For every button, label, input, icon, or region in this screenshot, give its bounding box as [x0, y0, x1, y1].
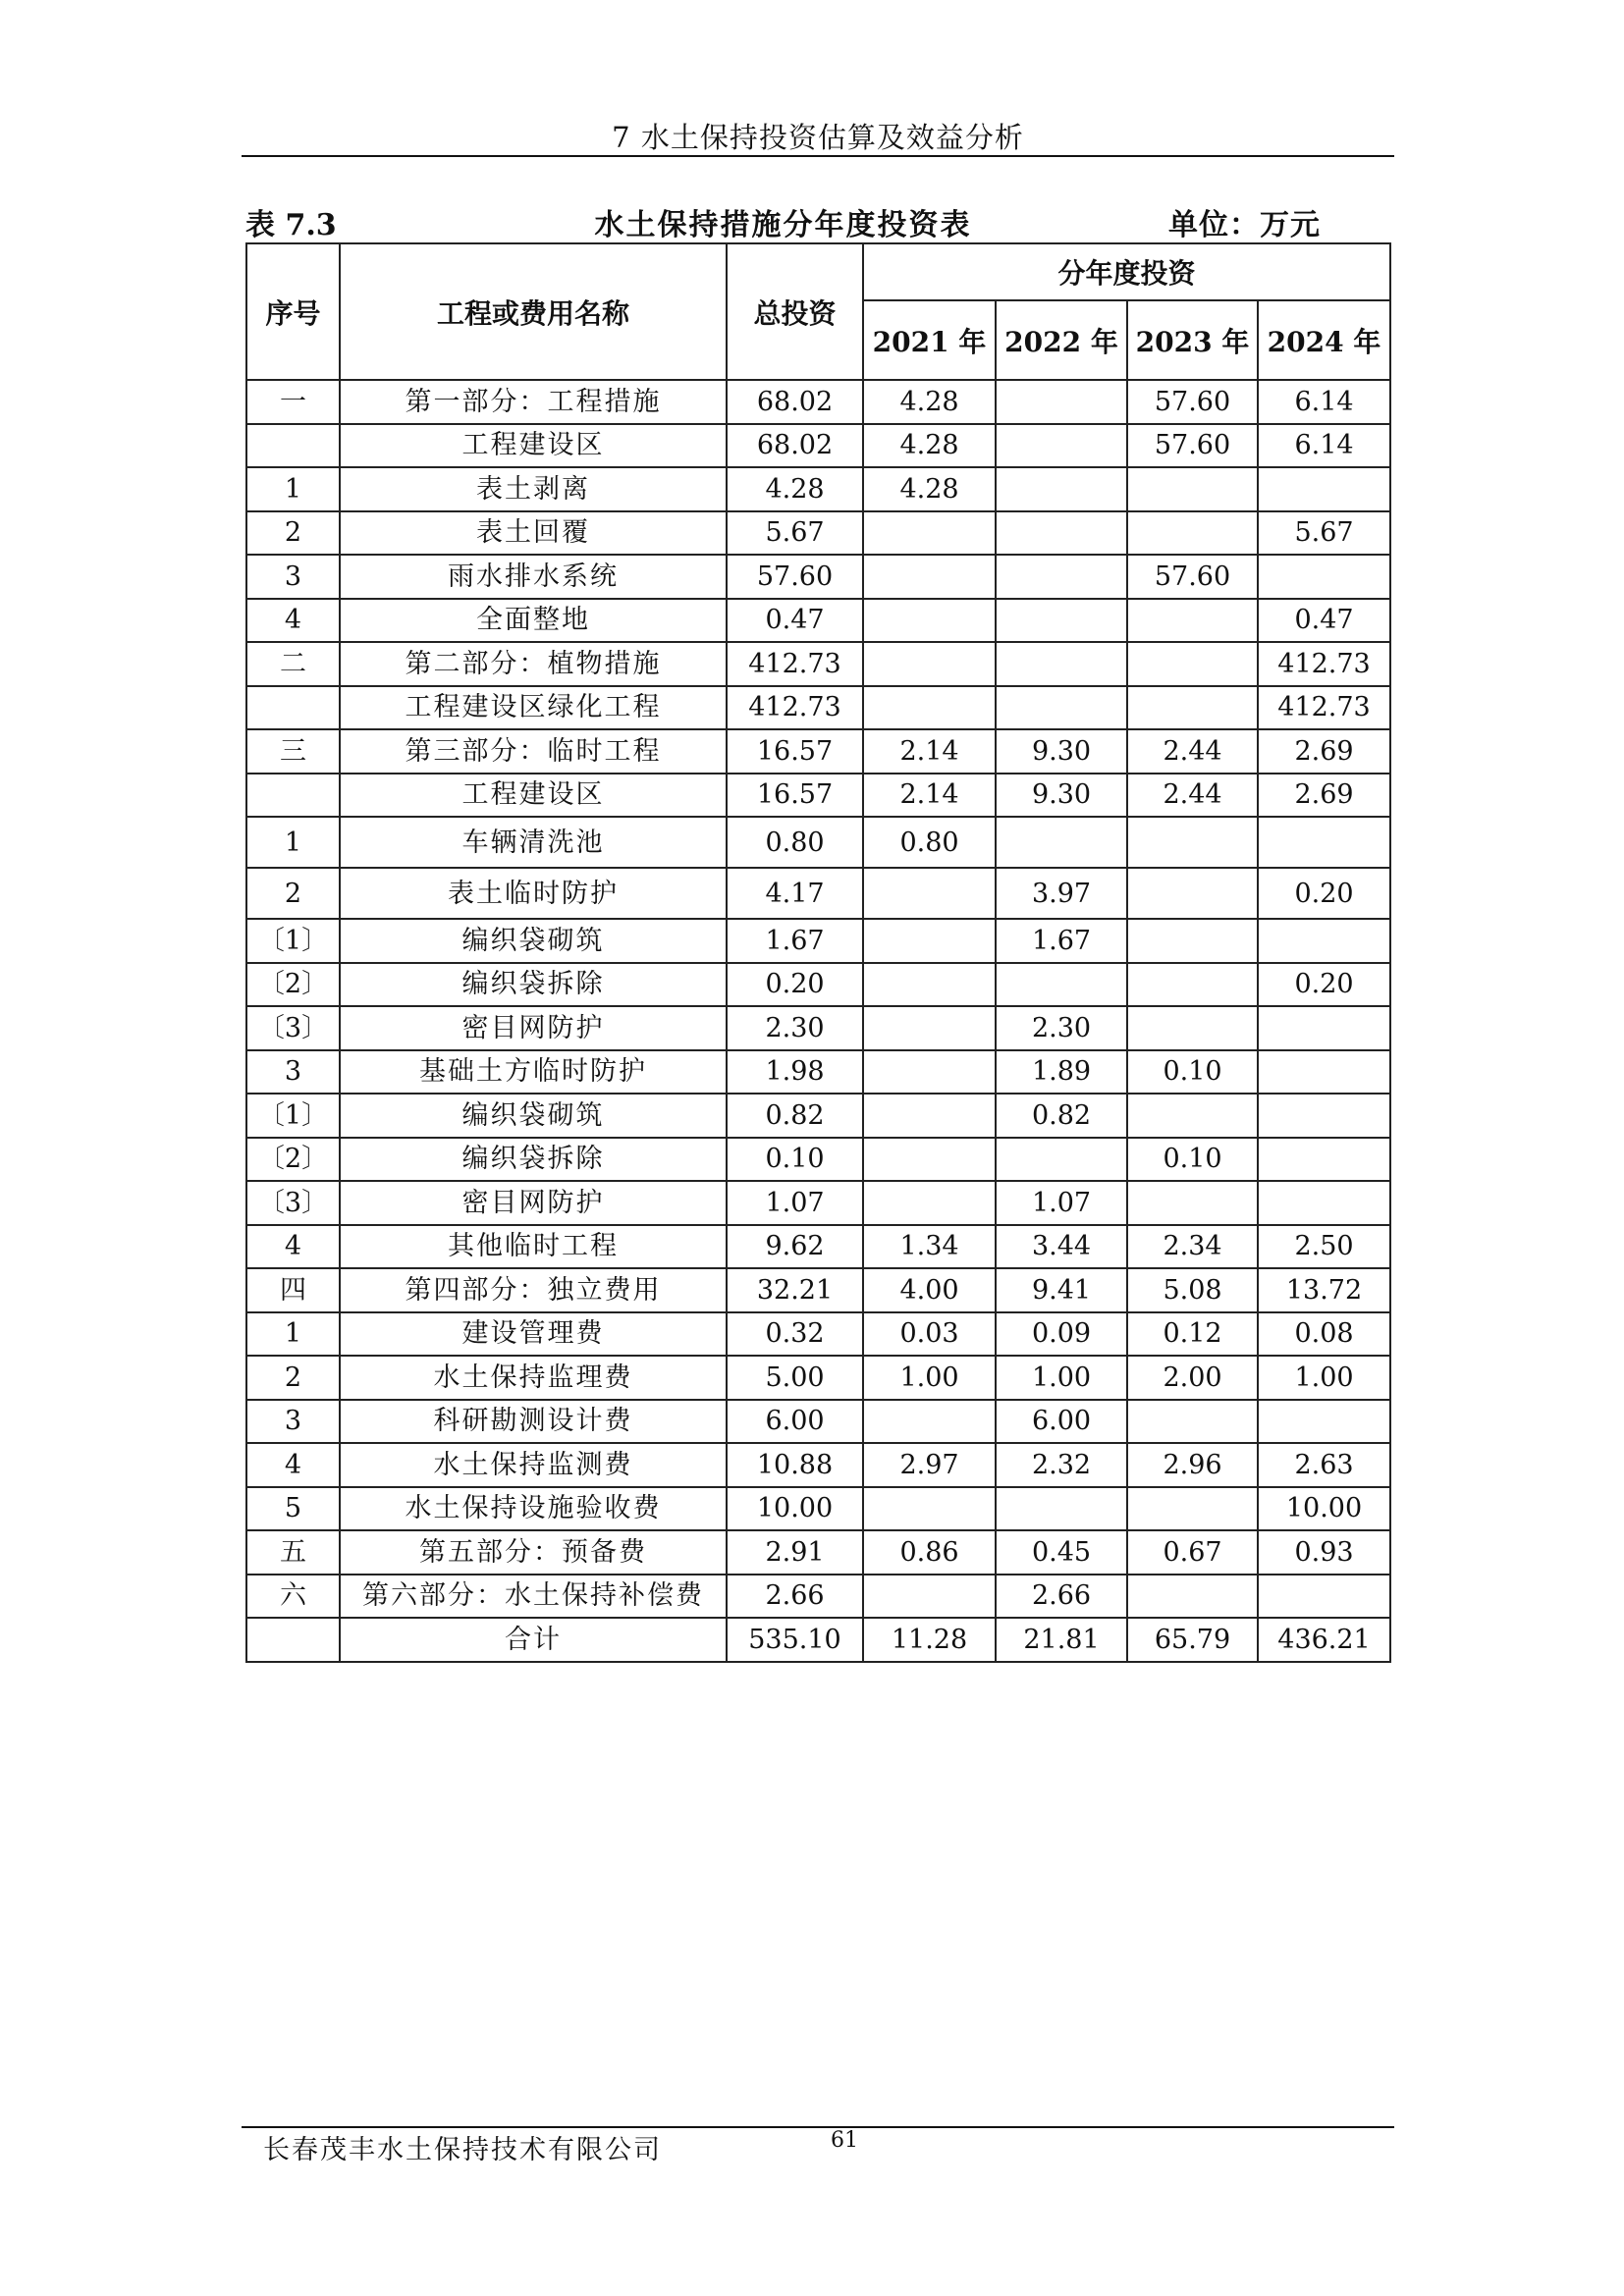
cell-name: 编织袋砌筑 — [340, 919, 727, 963]
cell-name: 密目网防护 — [340, 1006, 727, 1050]
cell-total: 0.20 — [727, 963, 863, 1007]
cell-seq: 4 — [246, 599, 340, 643]
cell-name: 密目网防护 — [340, 1181, 727, 1225]
cell-2021: 1.00 — [863, 1356, 996, 1400]
cell-name: 第六部分：水土保持补偿费 — [340, 1575, 727, 1619]
cell-seq: 〔3〕 — [246, 1006, 340, 1050]
cell-2021 — [863, 963, 996, 1007]
cell-total: 4.17 — [727, 868, 863, 919]
cell-name: 雨水排水系统 — [340, 555, 727, 599]
cell-total: 0.82 — [727, 1094, 863, 1138]
cell-name: 工程建设区 — [340, 424, 727, 468]
table-row — [246, 642, 1390, 686]
cell-2024: 0.47 — [1258, 599, 1390, 643]
cell-2022: 0.09 — [996, 1312, 1127, 1357]
cell-2022: 1.07 — [996, 1181, 1127, 1225]
cell-2021: 11.28 — [863, 1618, 996, 1662]
cell-name: 水土保持监测费 — [340, 1443, 727, 1487]
cell-total: 10.00 — [727, 1487, 863, 1531]
cell-2023: 2.96 — [1127, 1443, 1258, 1487]
cell-2024 — [1258, 1094, 1390, 1138]
cell-2021 — [863, 1138, 996, 1182]
cell-name: 表土回覆 — [340, 511, 727, 556]
cell-2024: 13.72 — [1258, 1268, 1390, 1312]
cell-total: 412.73 — [727, 686, 863, 730]
header-year: 2021 年 — [863, 300, 996, 380]
cell-name: 合计 — [340, 1618, 727, 1662]
cell-2024: 0.20 — [1258, 963, 1390, 1007]
cell-seq — [246, 424, 340, 468]
header-year: 2024 年 — [1258, 300, 1390, 380]
table-row — [246, 1138, 1390, 1182]
table-row — [246, 599, 1390, 643]
cell-2021 — [863, 511, 996, 556]
cell-2022: 0.82 — [996, 1094, 1127, 1138]
cell-total: 68.02 — [727, 424, 863, 468]
cell-2021: 4.28 — [863, 380, 996, 424]
cell-total: 0.80 — [727, 817, 863, 868]
cell-2024 — [1258, 1575, 1390, 1619]
cell-2024 — [1258, 467, 1390, 511]
cell-2022: 1.00 — [996, 1356, 1127, 1400]
cell-total: 0.32 — [727, 1312, 863, 1357]
cell-seq — [246, 1618, 340, 1662]
cell-2023: 0.67 — [1127, 1530, 1258, 1575]
table-row — [246, 1225, 1390, 1269]
cell-total: 1.67 — [727, 919, 863, 963]
cell-2022 — [996, 511, 1127, 556]
cell-name: 工程建设区绿化工程 — [340, 686, 727, 730]
cell-2024: 412.73 — [1258, 686, 1390, 730]
cell-name: 第一部分：工程措施 — [340, 380, 727, 424]
table-row — [246, 1356, 1390, 1400]
table-row — [246, 555, 1390, 599]
cell-2021 — [863, 919, 996, 963]
cell-total: 4.28 — [727, 467, 863, 511]
cell-2022 — [996, 599, 1127, 643]
cell-seq: 五 — [246, 1530, 340, 1575]
cell-2022 — [996, 424, 1127, 468]
cell-2023 — [1127, 1181, 1258, 1225]
cell-2024: 0.93 — [1258, 1530, 1390, 1575]
cell-total: 6.00 — [727, 1400, 863, 1444]
cell-seq: 2 — [246, 1356, 340, 1400]
cell-seq: 4 — [246, 1443, 340, 1487]
unit-label: 单位：万元 — [1168, 208, 1321, 242]
cell-seq — [246, 686, 340, 730]
cell-2022: 1.67 — [996, 919, 1127, 963]
cell-2021 — [863, 1006, 996, 1050]
cell-name: 基础土方临时防护 — [340, 1050, 727, 1095]
cell-seq: 3 — [246, 1050, 340, 1095]
cell-seq: 3 — [246, 555, 340, 599]
cell-2024 — [1258, 1181, 1390, 1225]
table-row — [246, 963, 1390, 1007]
cell-seq: 六 — [246, 1575, 340, 1619]
cell-2021: 4.28 — [863, 467, 996, 511]
table-row — [246, 1575, 1390, 1619]
table-row — [246, 1006, 1390, 1050]
cell-total: 10.88 — [727, 1443, 863, 1487]
cell-2021: 1.34 — [863, 1225, 996, 1269]
investment-table — [245, 242, 1391, 1663]
cell-name: 水土保持设施验收费 — [340, 1487, 727, 1531]
header-name: 工程或费用名称 — [340, 243, 727, 380]
cell-2022 — [996, 555, 1127, 599]
cell-total: 9.62 — [727, 1225, 863, 1269]
running-header: 7 水土保持投资估算及效益分析 — [612, 121, 1024, 154]
table-row — [246, 919, 1390, 963]
table-row — [246, 1312, 1390, 1357]
cell-2023 — [1127, 1400, 1258, 1444]
header-year: 2023 年 — [1127, 300, 1258, 380]
cell-name: 表土临时防护 — [340, 868, 727, 919]
cell-total: 0.47 — [727, 599, 863, 643]
cell-2023: 2.44 — [1127, 729, 1258, 774]
cell-2023: 57.60 — [1127, 380, 1258, 424]
cell-seq: 1 — [246, 817, 340, 868]
cell-2024: 5.67 — [1258, 511, 1390, 556]
cell-2024: 0.20 — [1258, 868, 1390, 919]
cell-2022 — [996, 642, 1127, 686]
cell-2024 — [1258, 1006, 1390, 1050]
cell-2022 — [996, 817, 1127, 868]
cell-seq: 1 — [246, 467, 340, 511]
cell-2021: 4.28 — [863, 424, 996, 468]
cell-name: 编织袋拆除 — [340, 963, 727, 1007]
cell-2022 — [996, 380, 1127, 424]
cell-2021 — [863, 1575, 996, 1619]
cell-seq: 〔1〕 — [246, 919, 340, 963]
cell-total: 1.98 — [727, 1050, 863, 1095]
cell-2021 — [863, 868, 996, 919]
cell-name: 第三部分：临时工程 — [340, 729, 727, 774]
cell-2022: 3.97 — [996, 868, 1127, 919]
cell-2023 — [1127, 686, 1258, 730]
table-row — [246, 868, 1390, 919]
cell-2024: 1.00 — [1258, 1356, 1390, 1400]
cell-seq: 〔2〕 — [246, 1138, 340, 1182]
cell-seq: 2 — [246, 868, 340, 919]
cell-total: 1.07 — [727, 1181, 863, 1225]
table-title: 水土保持措施分年度投资表 — [594, 208, 972, 242]
cell-2021: 2.97 — [863, 1443, 996, 1487]
header-year: 2022 年 — [996, 300, 1127, 380]
cell-2023: 0.10 — [1127, 1138, 1258, 1182]
cell-name: 其他临时工程 — [340, 1225, 727, 1269]
cell-total: 16.57 — [727, 774, 863, 818]
cell-2024 — [1258, 817, 1390, 868]
header-seq: 序号 — [246, 243, 340, 380]
table-row — [246, 1050, 1390, 1095]
cell-2023 — [1127, 511, 1258, 556]
cell-2024 — [1258, 555, 1390, 599]
table-row — [246, 424, 1390, 468]
cell-total: 32.21 — [727, 1268, 863, 1312]
cell-2024 — [1258, 1050, 1390, 1095]
table-row — [246, 686, 1390, 730]
footer-company: 长春茂丰水土保持技术有限公司 — [263, 2135, 662, 2165]
cell-total: 2.66 — [727, 1575, 863, 1619]
cell-2024: 6.14 — [1258, 380, 1390, 424]
cell-name: 第四部分：独立费用 — [340, 1268, 727, 1312]
cell-2023 — [1127, 642, 1258, 686]
header-annual: 分年度投资 — [863, 243, 1390, 300]
cell-2021 — [863, 642, 996, 686]
cell-2024 — [1258, 1400, 1390, 1444]
cell-2022 — [996, 686, 1127, 730]
table-row — [246, 1094, 1390, 1138]
cell-2023: 57.60 — [1127, 555, 1258, 599]
page-number: 61 — [831, 2128, 858, 2153]
cell-total: 2.91 — [727, 1530, 863, 1575]
table-body — [246, 380, 1390, 1662]
cell-name: 科研勘测设计费 — [340, 1400, 727, 1444]
cell-seq: 3 — [246, 1400, 340, 1444]
cell-2024: 2.50 — [1258, 1225, 1390, 1269]
table-row — [246, 1530, 1390, 1575]
cell-2023 — [1127, 817, 1258, 868]
table-row — [246, 1487, 1390, 1531]
cell-total: 0.10 — [727, 1138, 863, 1182]
cell-2021: 2.14 — [863, 774, 996, 818]
cell-2021 — [863, 1050, 996, 1095]
cell-name: 建设管理费 — [340, 1312, 727, 1357]
cell-seq: 〔3〕 — [246, 1181, 340, 1225]
cell-2024: 436.21 — [1258, 1618, 1390, 1662]
cell-2022: 1.89 — [996, 1050, 1127, 1095]
cell-2024: 2.69 — [1258, 774, 1390, 818]
header-rule — [242, 155, 1394, 157]
cell-seq: 5 — [246, 1487, 340, 1531]
cell-2023 — [1127, 599, 1258, 643]
cell-name: 第二部分：植物措施 — [340, 642, 727, 686]
cell-2023 — [1127, 919, 1258, 963]
cell-2022: 3.44 — [996, 1225, 1127, 1269]
table-row — [246, 1181, 1390, 1225]
cell-2024: 10.00 — [1258, 1487, 1390, 1531]
header-total: 总投资 — [727, 243, 863, 380]
cell-seq: 三 — [246, 729, 340, 774]
cell-2021 — [863, 1487, 996, 1531]
cell-seq: 四 — [246, 1268, 340, 1312]
cell-2021 — [863, 1181, 996, 1225]
cell-name: 编织袋拆除 — [340, 1138, 727, 1182]
cell-2024: 6.14 — [1258, 424, 1390, 468]
cell-2021: 2.14 — [863, 729, 996, 774]
cell-2023 — [1127, 1575, 1258, 1619]
table-row — [246, 511, 1390, 556]
table-row — [246, 1618, 1390, 1662]
cell-2022: 0.45 — [996, 1530, 1127, 1575]
cell-total: 535.10 — [727, 1618, 863, 1662]
cell-2021 — [863, 1400, 996, 1444]
cell-2023 — [1127, 1487, 1258, 1531]
cell-2021: 0.03 — [863, 1312, 996, 1357]
cell-total: 68.02 — [727, 380, 863, 424]
cell-2024: 2.69 — [1258, 729, 1390, 774]
cell-seq: 〔1〕 — [246, 1094, 340, 1138]
table-row — [246, 774, 1390, 818]
table-row — [246, 467, 1390, 511]
cell-2022: 2.32 — [996, 1443, 1127, 1487]
cell-seq: 一 — [246, 380, 340, 424]
cell-2023 — [1127, 963, 1258, 1007]
cell-2022 — [996, 1138, 1127, 1182]
table-row — [246, 817, 1390, 868]
cell-2022 — [996, 467, 1127, 511]
cell-2023 — [1127, 868, 1258, 919]
cell-2022 — [996, 1487, 1127, 1531]
cell-name: 车辆清洗池 — [340, 817, 727, 868]
cell-2023: 57.60 — [1127, 424, 1258, 468]
cell-2024 — [1258, 1138, 1390, 1182]
table-row — [246, 1443, 1390, 1487]
cell-2024 — [1258, 919, 1390, 963]
cell-name: 编织袋砌筑 — [340, 1094, 727, 1138]
cell-seq: 二 — [246, 642, 340, 686]
cell-2023: 2.00 — [1127, 1356, 1258, 1400]
cell-2022: 21.81 — [996, 1618, 1127, 1662]
table-row — [246, 1268, 1390, 1312]
cell-2023 — [1127, 467, 1258, 511]
cell-seq — [246, 774, 340, 818]
cell-total: 57.60 — [727, 555, 863, 599]
cell-2021 — [863, 555, 996, 599]
cell-2023: 2.34 — [1127, 1225, 1258, 1269]
cell-2024: 0.08 — [1258, 1312, 1390, 1357]
cell-2023 — [1127, 1094, 1258, 1138]
cell-name: 水土保持监理费 — [340, 1356, 727, 1400]
cell-2022: 9.41 — [996, 1268, 1127, 1312]
cell-2022: 2.66 — [996, 1575, 1127, 1619]
cell-2021 — [863, 686, 996, 730]
cell-name: 工程建设区 — [340, 774, 727, 818]
table-row — [246, 380, 1390, 424]
cell-name: 第五部分：预备费 — [340, 1530, 727, 1575]
cell-2022: 9.30 — [996, 729, 1127, 774]
cell-2022: 9.30 — [996, 774, 1127, 818]
cell-seq: 2 — [246, 511, 340, 556]
cell-seq: 〔2〕 — [246, 963, 340, 1007]
cell-2023: 5.08 — [1127, 1268, 1258, 1312]
cell-2024: 2.63 — [1258, 1443, 1390, 1487]
cell-2024: 412.73 — [1258, 642, 1390, 686]
cell-2021: 0.86 — [863, 1530, 996, 1575]
table-number: 表 7.3 — [245, 208, 337, 242]
cell-2022: 6.00 — [996, 1400, 1127, 1444]
cell-2021: 4.00 — [863, 1268, 996, 1312]
cell-2021 — [863, 1094, 996, 1138]
cell-seq: 4 — [246, 1225, 340, 1269]
cell-2023: 65.79 — [1127, 1618, 1258, 1662]
cell-total: 5.67 — [727, 511, 863, 556]
table-row — [246, 1400, 1390, 1444]
table-row — [246, 729, 1390, 774]
cell-2023: 2.44 — [1127, 774, 1258, 818]
cell-2022: 2.30 — [996, 1006, 1127, 1050]
cell-total: 2.30 — [727, 1006, 863, 1050]
cell-name: 全面整地 — [340, 599, 727, 643]
cell-total: 16.57 — [727, 729, 863, 774]
cell-total: 5.00 — [727, 1356, 863, 1400]
cell-total: 412.73 — [727, 642, 863, 686]
table-caption — [245, 200, 1321, 240]
cell-2022 — [996, 963, 1127, 1007]
cell-seq: 1 — [246, 1312, 340, 1357]
cell-2023 — [1127, 1006, 1258, 1050]
cell-2023: 0.10 — [1127, 1050, 1258, 1095]
cell-2021: 0.80 — [863, 817, 996, 868]
cell-name: 表土剥离 — [340, 467, 727, 511]
cell-2021 — [863, 599, 996, 643]
cell-2023: 0.12 — [1127, 1312, 1258, 1357]
